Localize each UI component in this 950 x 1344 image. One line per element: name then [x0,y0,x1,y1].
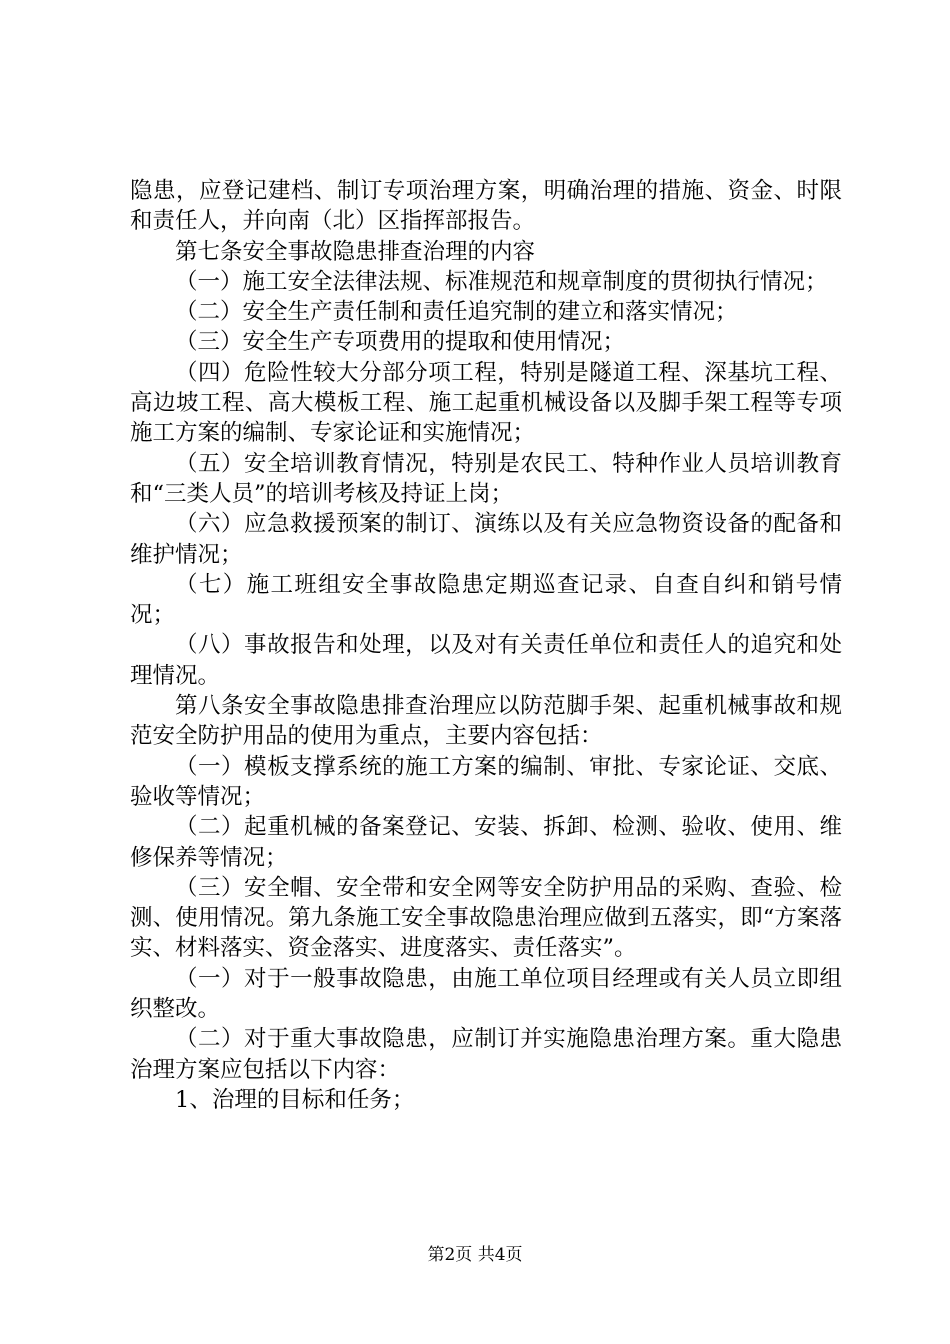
list-item: （二）对于重大事故隐患，应制订并实施隐患治理方案。重大隐患治理方案应包括以下内容： [130,1026,842,1083]
page-footer [0,1244,950,1266]
list-item: （四）危险性较大分部分项工程，特别是隧道工程、深基坑工程、高边坡工程、高大模板工程、施工起重机械设备以及脚手架工程等专项施工方案的编制、专家论证和实施情况； [130,359,842,447]
document-body [130,176,842,1115]
list-item: （一）施工安全法律法规、标准规范和规章制度的贯彻执行情况； [175,268,828,295]
article-7-heading: 第七条安全事故隐患排查治理的内容 [175,238,536,265]
list-item: （七）施工班组安全事故隐患定期巡查记录、自查自纠和销号情况； [130,571,842,629]
list-item: （八）事故报告和处理，以及对有关责任单位和责任人的追究和处理情况。 [130,632,842,689]
list-item: （一）对于一般事故隐患，由施工单位项目经理或有关人员立即组织整改。 [130,965,842,1023]
paragraph: 隐患，应登记建档、制订专项治理方案，明确治理的措施、资金、时限和责任人，并向南（北）区指挥部报告。 [130,178,842,235]
list-item: （五）安全培训教育情况，特别是农民工、特种作业人员培训教育和“三类人员”的培训考核及持证上岗； [130,450,842,507]
list-item: （二）安全生产责任制和责任追究制的建立和落实情况； [175,299,738,326]
list-item: 1、治理的目标和任务； [175,1086,415,1113]
list-item: （一）模板支撑系统的施工方案的编制、审批、专家论证、交底、验收等情况； [130,753,842,810]
list-item: （三）安全生产专项费用的提取和使用情况； [175,329,626,356]
list-item: （三）安全帽、安全带和安全网等安全防护用品的采购、查验、检测、使用情况。第九条施工安全事故隐患治理应做到五落实，即“方案落实、材料落实、资金落实、进度落实、责任落实”。 [130,874,842,962]
page-number: 第2页 共4页 [427,1245,523,1265]
list-item: （二）起重机械的备案登记、安装、拆卸、检测、验收、使用、维修保养等情况； [130,814,842,871]
list-item: （六）应急救援预案的制订、演练以及有关应急物资设备的配备和维护情况； [130,511,842,568]
article-8-paragraph: 第八条安全事故隐患排查治理应以防范脚手架、起重机械事故和规范安全防护用品的使用为重点，主要内容包括： [130,693,842,750]
